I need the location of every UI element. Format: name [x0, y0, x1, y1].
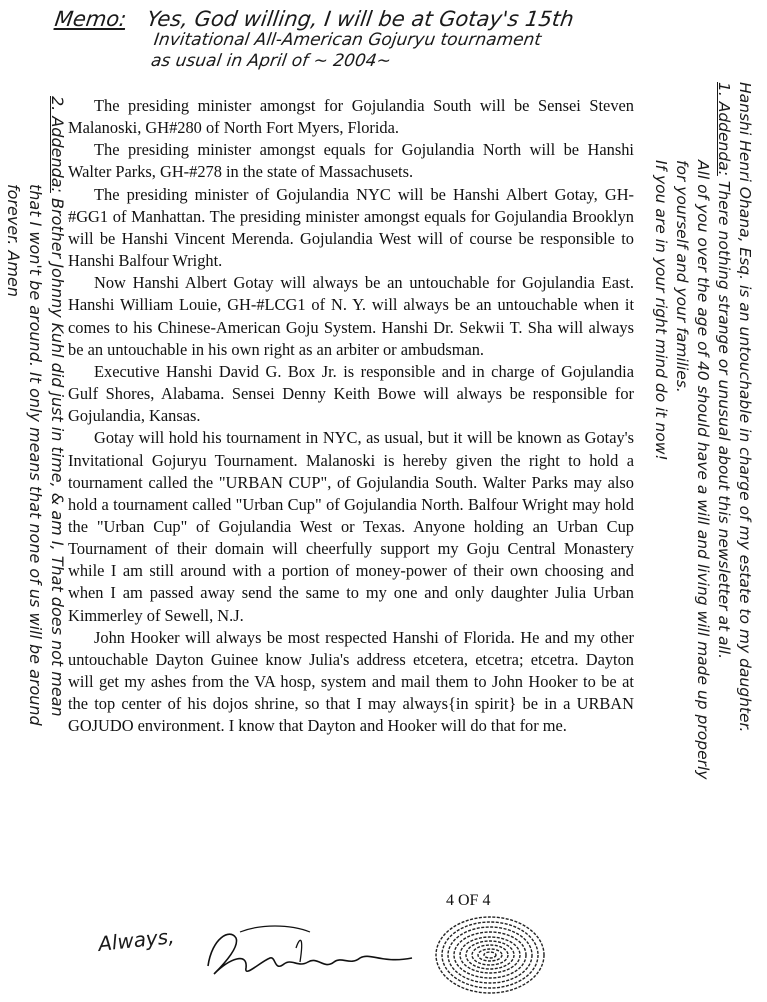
right-margin-addendum: [650, 82, 755, 962]
right-addendum-line-5: If you are in your right mind do it now!: [652, 160, 670, 461]
paragraph-north: The presiding minister amongst equals for Gojulandia North will be Hanshi Walter Parks, GH-#278 in the state of Massachusets.: [68, 140, 634, 182]
left-addendum-line-1: Brother Johnny Kuhl did just in time, & am I, That does not mean: [48, 198, 67, 717]
memo-header: [48, 8, 657, 72]
memo-line-3: as usual in April of ~ 2004~: [149, 51, 393, 71]
right-addendum-line-3: All of you over the age of 40 should have a will and living will made up properly: [694, 160, 712, 780]
left-margin-addendum: [2, 96, 68, 976]
right-addendum-line-4: for yourself and your families.: [673, 160, 691, 393]
paragraph-tournaments: Gotay will hold his tournament in NYC, as usual, but it will be known as Gotay's Invitational Gojuryu Tournament. Malanoski is hereby given the right to hold a tournament called the "URBAN CUP", of Gojulandia South. Walter Parks may also hold a tournament called "Urban Cup" of Gojulandia North. Balfour Wright may hold the "Urban Cup" of Gojulandia West or Texas. Anyone holding an Urban Cup Tournament of their domain will cheerfully support my Goju Central Monastery while I am still around with a portion of money-power of their own choosing and when I am passed away send the same to my one and only daughter Julia Urban Kimmerley of Sewell, N.J.: [68, 428, 634, 625]
paragraph-gulf-shores: Executive Hanshi David G. Box Jr. is responsible and in charge of Gojulandia Gulf Shores, Alabama. Sensei Denny Keith Bowe will always be responsible for Gojulandia, Kansas.: [68, 361, 634, 426]
memo-line-2: Invitational All-American Gojuryu tournament: [152, 30, 543, 50]
fingerprint-mark: [430, 905, 550, 997]
left-addendum-line-3: forever. Amen: [4, 184, 23, 297]
memo-label: Memo:: [53, 7, 129, 31]
right-addendum-line-2: There nothing strange or unusual about this newsletter at all.: [715, 180, 733, 660]
paragraph-nyc: The presiding minister of Gojulandia NYC will be Hanshi Albert Gotay, GH-#GG1 of Manhattan. The presiding minister amongst equals for Gojulandia Brooklyn will be Hanshi Vincent Merenda. Gojulandia West will of course be responsible to Hanshi Balfour Wright.: [68, 184, 634, 271]
paragraph-east: Now Hanshi Albert Gotay will always be an untouchable for Gojulandia East. Hanshi William Louie, GH-#LCG1 of N. Y. will always be an untouchable when it comes to his Chinese-American Goju System. Hanshi Dr. Sekwii T. Sha will always be an untouchable in his own right as an arbiter or ambudsman.: [68, 273, 634, 359]
paragraph-south: The presiding minister amongst for Gojulandia South will be Sensei Steven Malanoski, GH#280 of North Fort Myers, Florida.: [68, 96, 634, 138]
memo-body: [68, 95, 634, 738]
left-addendum-line-2: that I won't be around. It only means that none of us will be around: [26, 184, 45, 726]
signoff: Always,: [96, 924, 176, 956]
right-addendum-label: 1. Addenda:: [715, 82, 733, 176]
signature-scribble: [200, 918, 420, 988]
memo-line-1: Yes, God willing, I will be at Gotay's 15th: [145, 7, 576, 31]
paragraph-florida: John Hooker will always be most respected Hanshi of Florida. He and my other untouchable Dayton Guinee know Julia's address etcetera, etcetra; etcetra. Dayton will get my ashes from the VA hosp, system and mail them to John Hooker to be at the top center of his dojos shrine, so that I may always{in spirit} be in a URBAN GOJUDO environment. I know that Dayton and Hooker will do that for me.: [68, 627, 634, 736]
left-addendum-label: 2. Addenda:: [48, 96, 67, 193]
right-addendum-line-1: Hanshi Henri Ohana, Esq. is an untouchable in charge of my estate to my daughter.: [736, 82, 754, 733]
page-number: 4 OF 4: [446, 892, 491, 909]
